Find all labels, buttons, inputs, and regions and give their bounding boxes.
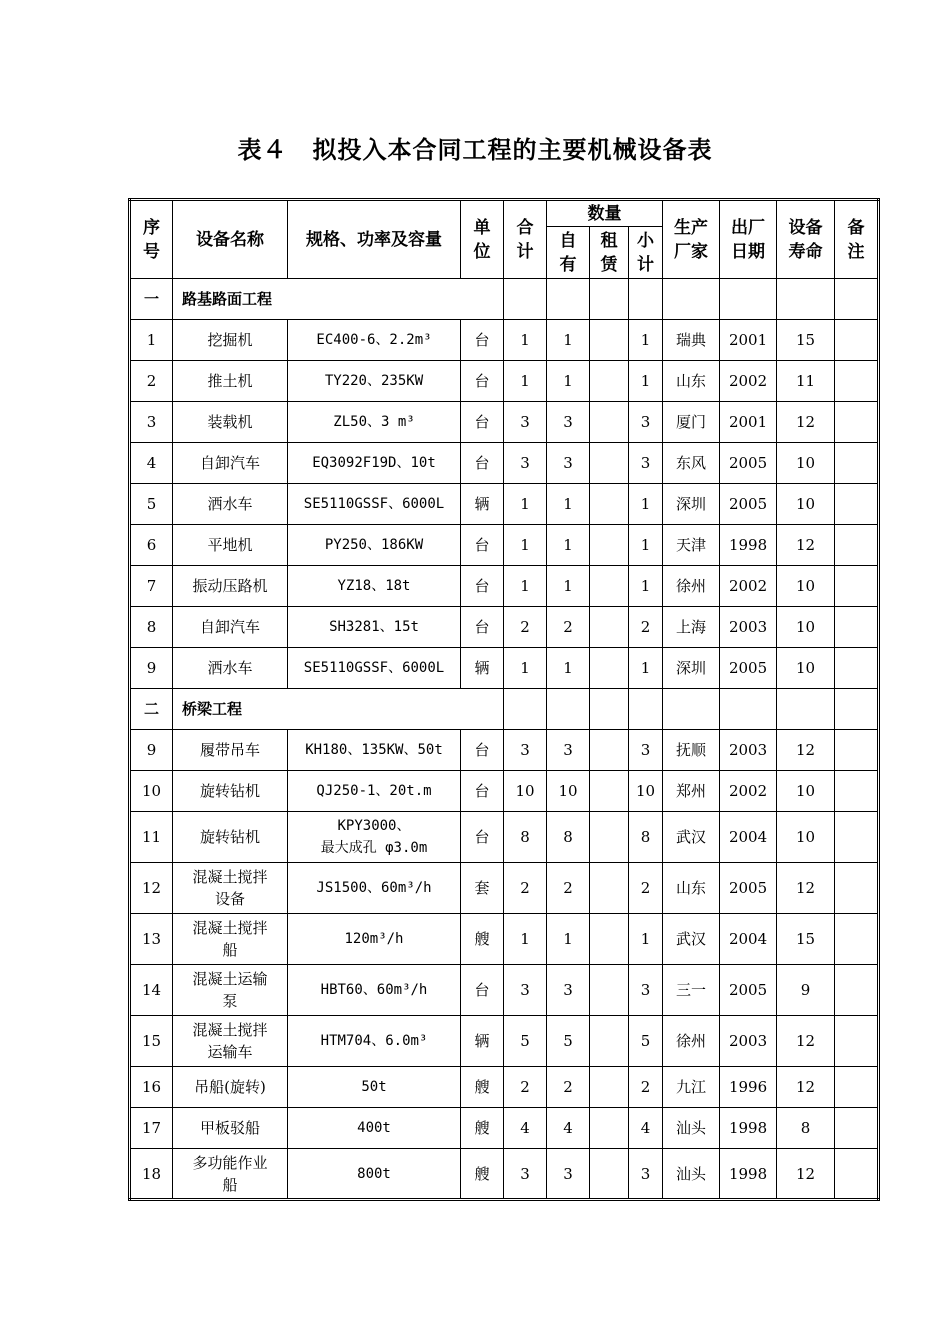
header-unit xyxy=(461,200,504,279)
cell-seq: 14 xyxy=(130,965,173,1016)
cell-maker: 深圳 xyxy=(663,484,720,525)
cell-name: 多功能作业 船 xyxy=(173,1149,288,1200)
cell-subtotal: 3 xyxy=(629,443,663,484)
cell-unit: 艘 xyxy=(461,1108,504,1149)
cell-own: 2 xyxy=(547,863,590,914)
header-own-text: 自 有 xyxy=(559,230,577,275)
cell-rent xyxy=(590,1067,629,1108)
cell-total: 5 xyxy=(504,1016,547,1067)
table-row xyxy=(130,443,879,484)
cell-subtotal: 2 xyxy=(629,1067,663,1108)
cell-name: 混凝土运输 泵 xyxy=(173,965,288,1016)
cell-name: 洒水车 xyxy=(173,648,288,689)
cell-life: 10 xyxy=(777,812,835,863)
cell-unit: 艘 xyxy=(461,1149,504,1200)
cell-note xyxy=(835,863,879,914)
cell-total: 1 xyxy=(504,320,547,361)
cell-note xyxy=(835,320,879,361)
cell-unit: 艘 xyxy=(461,1067,504,1108)
cell-total: 2 xyxy=(504,1067,547,1108)
cell-date: 2003 xyxy=(720,1016,777,1067)
cell-maker: 三一 xyxy=(663,965,720,1016)
header-maker-text: 生产 厂家 xyxy=(674,217,709,262)
cell-total: 10 xyxy=(504,771,547,812)
cell-own: 1 xyxy=(547,484,590,525)
cell-date: 1996 xyxy=(720,1067,777,1108)
cell-spec: TY220、235KW xyxy=(288,361,461,402)
table-row xyxy=(130,320,879,361)
cell-rent xyxy=(590,525,629,566)
empty-cell xyxy=(777,689,835,730)
cell-seq: 2 xyxy=(130,361,173,402)
cell-spec: 800t xyxy=(288,1149,461,1200)
cell-date: 2004 xyxy=(720,812,777,863)
table-body xyxy=(130,279,879,1200)
equipment-table xyxy=(128,198,880,1201)
header-subtotal xyxy=(629,227,663,279)
cell-name: 混凝土搅拌 设备 xyxy=(173,863,288,914)
cell-unit: 台 xyxy=(461,402,504,443)
section-name: 路基路面工程 xyxy=(173,279,504,320)
cell-unit: 艘 xyxy=(461,914,504,965)
cell-total: 2 xyxy=(504,863,547,914)
cell-life: 15 xyxy=(777,914,835,965)
cell-subtotal: 1 xyxy=(629,648,663,689)
table-row xyxy=(130,484,879,525)
table-row xyxy=(130,1016,879,1067)
cell-seq: 12 xyxy=(130,863,173,914)
cell-name: 自卸汽车 xyxy=(173,443,288,484)
empty-cell xyxy=(629,279,663,320)
cell-life: 10 xyxy=(777,566,835,607)
cell-unit: 套 xyxy=(461,863,504,914)
cell-maker: 抚顺 xyxy=(663,730,720,771)
cell-life: 12 xyxy=(777,863,835,914)
cell-maker: 汕头 xyxy=(663,1149,720,1200)
cell-total: 1 xyxy=(504,566,547,607)
empty-cell xyxy=(547,689,590,730)
cell-life: 12 xyxy=(777,1016,835,1067)
cell-spec: 50t xyxy=(288,1067,461,1108)
table-row xyxy=(130,863,879,914)
cell-total: 1 xyxy=(504,648,547,689)
cell-name: 推土机 xyxy=(173,361,288,402)
cell-date: 2001 xyxy=(720,402,777,443)
cell-note xyxy=(835,402,879,443)
cell-note xyxy=(835,648,879,689)
cell-spec: KH180、135KW、50t xyxy=(288,730,461,771)
cell-name: 旋转钻机 xyxy=(173,812,288,863)
header-note-text: 备 注 xyxy=(847,217,865,262)
cell-unit: 辆 xyxy=(461,648,504,689)
cell-unit: 台 xyxy=(461,525,504,566)
cell-spec: 400t xyxy=(288,1108,461,1149)
empty-cell xyxy=(629,689,663,730)
table-row xyxy=(130,914,879,965)
cell-total: 3 xyxy=(504,1149,547,1200)
cell-total: 3 xyxy=(504,730,547,771)
cell-rent xyxy=(590,1108,629,1149)
empty-cell xyxy=(663,279,720,320)
cell-date: 2005 xyxy=(720,648,777,689)
cell-date: 2002 xyxy=(720,361,777,402)
empty-cell xyxy=(547,279,590,320)
cell-date: 2003 xyxy=(720,730,777,771)
cell-note xyxy=(835,1149,879,1200)
cell-seq: 18 xyxy=(130,1149,173,1200)
cell-date: 2005 xyxy=(720,965,777,1016)
empty-cell xyxy=(504,279,547,320)
cell-note xyxy=(835,361,879,402)
empty-cell xyxy=(720,689,777,730)
cell-rent xyxy=(590,812,629,863)
cell-total: 1 xyxy=(504,525,547,566)
cell-unit: 台 xyxy=(461,607,504,648)
empty-cell xyxy=(835,689,879,730)
header-total xyxy=(504,200,547,279)
cell-subtotal: 3 xyxy=(629,730,663,771)
table-row xyxy=(130,607,879,648)
cell-name: 甲板驳船 xyxy=(173,1108,288,1149)
cell-unit: 台 xyxy=(461,730,504,771)
cell-seq: 6 xyxy=(130,525,173,566)
cell-date: 2004 xyxy=(720,914,777,965)
cell-spec: KPY3000、 最大成孔 φ3.0m xyxy=(288,812,461,863)
header-maker xyxy=(663,200,720,279)
cell-own: 1 xyxy=(547,525,590,566)
table-row xyxy=(130,566,879,607)
empty-cell xyxy=(504,689,547,730)
cell-note xyxy=(835,730,879,771)
cell-own: 10 xyxy=(547,771,590,812)
table-row xyxy=(130,965,879,1016)
cell-note xyxy=(835,914,879,965)
empty-cell xyxy=(835,279,879,320)
cell-spec: 120m³/h xyxy=(288,914,461,965)
cell-name: 平地机 xyxy=(173,525,288,566)
cell-life: 10 xyxy=(777,484,835,525)
cell-name: 吊船(旋转) xyxy=(173,1067,288,1108)
cell-name: 洒水车 xyxy=(173,484,288,525)
cell-date: 2005 xyxy=(720,484,777,525)
cell-subtotal: 1 xyxy=(629,525,663,566)
cell-seq: 7 xyxy=(130,566,173,607)
cell-life: 11 xyxy=(777,361,835,402)
cell-date: 1998 xyxy=(720,525,777,566)
cell-subtotal: 3 xyxy=(629,1149,663,1200)
cell-date: 2001 xyxy=(720,320,777,361)
cell-spec: JS1500、60m³/h xyxy=(288,863,461,914)
cell-unit: 台 xyxy=(461,771,504,812)
cell-seq: 5 xyxy=(130,484,173,525)
cell-date: 2002 xyxy=(720,566,777,607)
cell-rent xyxy=(590,566,629,607)
section-row xyxy=(130,279,879,320)
cell-name: 装载机 xyxy=(173,402,288,443)
header-quantity: 数量 xyxy=(547,200,663,227)
section-row xyxy=(130,689,879,730)
cell-rent xyxy=(590,1016,629,1067)
cell-note xyxy=(835,1016,879,1067)
cell-note xyxy=(835,771,879,812)
cell-name: 混凝土搅拌 运输车 xyxy=(173,1016,288,1067)
cell-life: 15 xyxy=(777,320,835,361)
table-row xyxy=(130,525,879,566)
header-spec: 规格、功率及容量 xyxy=(288,200,461,279)
header-seq xyxy=(130,200,173,279)
cell-rent xyxy=(590,1149,629,1200)
cell-date: 2005 xyxy=(720,863,777,914)
cell-life: 10 xyxy=(777,771,835,812)
cell-subtotal: 5 xyxy=(629,1016,663,1067)
cell-name: 旋转钻机 xyxy=(173,771,288,812)
cell-maker: 九江 xyxy=(663,1067,720,1108)
header-life xyxy=(777,200,835,279)
header-subtotal-text: 小 计 xyxy=(637,230,655,275)
section-number: 二 xyxy=(130,689,173,730)
table-row xyxy=(130,1067,879,1108)
cell-spec: SH3281、15t xyxy=(288,607,461,648)
cell-maker: 山东 xyxy=(663,361,720,402)
cell-own: 2 xyxy=(547,1067,590,1108)
empty-cell xyxy=(777,279,835,320)
cell-life: 12 xyxy=(777,1149,835,1200)
cell-own: 3 xyxy=(547,443,590,484)
table-row xyxy=(130,648,879,689)
cell-total: 4 xyxy=(504,1108,547,1149)
cell-note xyxy=(835,525,879,566)
cell-maker: 郑州 xyxy=(663,771,720,812)
cell-life: 10 xyxy=(777,443,835,484)
cell-rent xyxy=(590,443,629,484)
cell-life: 9 xyxy=(777,965,835,1016)
cell-own: 8 xyxy=(547,812,590,863)
table-row xyxy=(130,812,879,863)
cell-rent xyxy=(590,965,629,1016)
cell-own: 1 xyxy=(547,648,590,689)
section-name: 桥梁工程 xyxy=(173,689,504,730)
cell-note xyxy=(835,1067,879,1108)
cell-subtotal: 3 xyxy=(629,965,663,1016)
cell-own: 3 xyxy=(547,730,590,771)
cell-own: 3 xyxy=(547,965,590,1016)
cell-note xyxy=(835,812,879,863)
cell-own: 1 xyxy=(547,361,590,402)
cell-maker: 厦门 xyxy=(663,402,720,443)
cell-maker: 武汉 xyxy=(663,914,720,965)
cell-subtotal: 8 xyxy=(629,812,663,863)
cell-life: 12 xyxy=(777,1067,835,1108)
cell-spec: HBT60、60m³/h xyxy=(288,965,461,1016)
cell-note xyxy=(835,443,879,484)
header-own xyxy=(547,227,590,279)
cell-total: 3 xyxy=(504,443,547,484)
header-date-text: 出厂 日期 xyxy=(731,217,766,262)
cell-unit: 辆 xyxy=(461,1016,504,1067)
cell-seq: 10 xyxy=(130,771,173,812)
page-title: 表４ 拟投入本合同工程的主要机械设备表 xyxy=(237,136,713,164)
cell-life: 10 xyxy=(777,607,835,648)
cell-seq: 9 xyxy=(130,730,173,771)
cell-seq: 3 xyxy=(130,402,173,443)
cell-rent xyxy=(590,607,629,648)
cell-name: 混凝土搅拌 船 xyxy=(173,914,288,965)
cell-maker: 徐州 xyxy=(663,1016,720,1067)
header-unit-text: 单 位 xyxy=(473,217,491,262)
cell-spec: EQ3092F19D、10t xyxy=(288,443,461,484)
cell-subtotal: 1 xyxy=(629,320,663,361)
cell-date: 2005 xyxy=(720,443,777,484)
cell-maker: 武汉 xyxy=(663,812,720,863)
table-row xyxy=(130,771,879,812)
cell-spec: ZL50、3 m³ xyxy=(288,402,461,443)
cell-unit: 台 xyxy=(461,566,504,607)
empty-cell xyxy=(720,279,777,320)
header-seq-text: 序 号 xyxy=(143,217,160,262)
cell-subtotal: 3 xyxy=(629,402,663,443)
table-row xyxy=(130,361,879,402)
cell-subtotal: 10 xyxy=(629,771,663,812)
cell-spec: YZ18、18t xyxy=(288,566,461,607)
cell-name: 自卸汽车 xyxy=(173,607,288,648)
cell-note xyxy=(835,607,879,648)
cell-seq: 1 xyxy=(130,320,173,361)
cell-maker: 上海 xyxy=(663,607,720,648)
cell-own: 1 xyxy=(547,914,590,965)
cell-date: 1998 xyxy=(720,1149,777,1200)
cell-subtotal: 1 xyxy=(629,361,663,402)
cell-seq: 9 xyxy=(130,648,173,689)
cell-total: 1 xyxy=(504,361,547,402)
header-date xyxy=(720,200,777,279)
cell-life: 10 xyxy=(777,648,835,689)
cell-seq: 8 xyxy=(130,607,173,648)
cell-note xyxy=(835,566,879,607)
cell-total: 1 xyxy=(504,484,547,525)
header-life-text: 设备 寿命 xyxy=(788,217,823,262)
cell-spec: HTM704、6.0m³ xyxy=(288,1016,461,1067)
cell-life: 12 xyxy=(777,730,835,771)
cell-subtotal: 1 xyxy=(629,566,663,607)
cell-life: 12 xyxy=(777,402,835,443)
cell-seq: 16 xyxy=(130,1067,173,1108)
cell-seq: 15 xyxy=(130,1016,173,1067)
cell-unit: 台 xyxy=(461,965,504,1016)
cell-rent xyxy=(590,771,629,812)
cell-own: 1 xyxy=(547,320,590,361)
cell-spec: SE5110GSSF、6000L xyxy=(288,484,461,525)
cell-maker: 东风 xyxy=(663,443,720,484)
cell-rent xyxy=(590,730,629,771)
cell-date: 1998 xyxy=(720,1108,777,1149)
cell-total: 3 xyxy=(504,402,547,443)
cell-total: 3 xyxy=(504,965,547,1016)
cell-seq: 13 xyxy=(130,914,173,965)
cell-rent xyxy=(590,484,629,525)
cell-rent xyxy=(590,402,629,443)
cell-unit: 台 xyxy=(461,320,504,361)
cell-note xyxy=(835,484,879,525)
cell-maker: 瑞典 xyxy=(663,320,720,361)
cell-spec: PY250、186KW xyxy=(288,525,461,566)
cell-subtotal: 2 xyxy=(629,607,663,648)
cell-own: 2 xyxy=(547,607,590,648)
header-note xyxy=(835,200,879,279)
cell-own: 1 xyxy=(547,566,590,607)
cell-maker: 汕头 xyxy=(663,1108,720,1149)
cell-date: 2002 xyxy=(720,771,777,812)
cell-unit: 台 xyxy=(461,361,504,402)
cell-maker: 徐州 xyxy=(663,566,720,607)
cell-spec: EC400-6、2.2m³ xyxy=(288,320,461,361)
cell-subtotal: 1 xyxy=(629,484,663,525)
cell-name: 振动压路机 xyxy=(173,566,288,607)
cell-note xyxy=(835,965,879,1016)
cell-own: 3 xyxy=(547,402,590,443)
cell-rent xyxy=(590,648,629,689)
cell-maker: 山东 xyxy=(663,863,720,914)
cell-total: 2 xyxy=(504,607,547,648)
cell-name: 履带吊车 xyxy=(173,730,288,771)
empty-cell xyxy=(590,689,629,730)
header-rent xyxy=(590,227,629,279)
cell-rent xyxy=(590,361,629,402)
table-row xyxy=(130,1108,879,1149)
cell-unit: 台 xyxy=(461,443,504,484)
cell-total: 8 xyxy=(504,812,547,863)
cell-name: 挖掘机 xyxy=(173,320,288,361)
table-row xyxy=(130,1149,879,1200)
cell-seq: 11 xyxy=(130,812,173,863)
cell-date: 2003 xyxy=(720,607,777,648)
cell-rent xyxy=(590,320,629,361)
cell-rent xyxy=(590,914,629,965)
cell-life: 12 xyxy=(777,525,835,566)
empty-cell xyxy=(663,689,720,730)
cell-maker: 深圳 xyxy=(663,648,720,689)
table-row xyxy=(130,730,879,771)
cell-unit: 台 xyxy=(461,812,504,863)
cell-own: 4 xyxy=(547,1108,590,1149)
cell-total: 1 xyxy=(504,914,547,965)
cell-seq: 17 xyxy=(130,1108,173,1149)
table-row xyxy=(130,402,879,443)
section-number: 一 xyxy=(130,279,173,320)
cell-subtotal: 1 xyxy=(629,914,663,965)
cell-subtotal: 4 xyxy=(629,1108,663,1149)
cell-own: 3 xyxy=(547,1149,590,1200)
cell-own: 5 xyxy=(547,1016,590,1067)
cell-rent xyxy=(590,863,629,914)
cell-unit: 辆 xyxy=(461,484,504,525)
cell-seq: 4 xyxy=(130,443,173,484)
cell-life: 8 xyxy=(777,1108,835,1149)
header-rent-text: 租 赁 xyxy=(600,230,618,275)
cell-spec: SE5110GSSF、6000L xyxy=(288,648,461,689)
cell-spec: QJ250-1、20t.m xyxy=(288,771,461,812)
empty-cell xyxy=(590,279,629,320)
header-total-text: 合 计 xyxy=(516,217,534,262)
cell-maker: 天津 xyxy=(663,525,720,566)
header-name: 设备名称 xyxy=(173,200,288,279)
cell-subtotal: 2 xyxy=(629,863,663,914)
cell-note xyxy=(835,1108,879,1149)
